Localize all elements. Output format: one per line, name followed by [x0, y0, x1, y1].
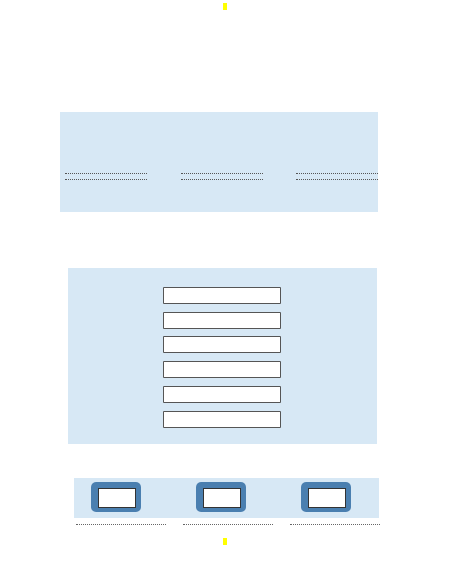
digital-clock-3-display	[308, 488, 346, 508]
digital-clock-3	[301, 482, 351, 512]
digital-clock-1	[91, 482, 141, 512]
answer-2	[181, 174, 263, 180]
option-e[interactable]	[163, 386, 281, 403]
option-b[interactable]	[163, 312, 281, 329]
option-g[interactable]	[163, 411, 281, 428]
answer-3	[296, 174, 378, 180]
answer-clock-panel	[60, 112, 378, 212]
footer-banner	[0, 538, 450, 545]
answer-1	[65, 174, 147, 180]
answer-line-2[interactable]	[183, 524, 273, 525]
digital-clock-1-display	[98, 488, 136, 508]
digital-clock-2	[196, 482, 246, 512]
option-c[interactable]	[163, 336, 281, 353]
answer-line-1[interactable]	[76, 524, 166, 525]
option-d[interactable]	[163, 361, 281, 378]
option-a[interactable]	[163, 287, 281, 304]
header-banner	[0, 3, 450, 10]
digital-clock-2-display	[203, 488, 241, 508]
answer-line-3[interactable]	[290, 524, 380, 525]
